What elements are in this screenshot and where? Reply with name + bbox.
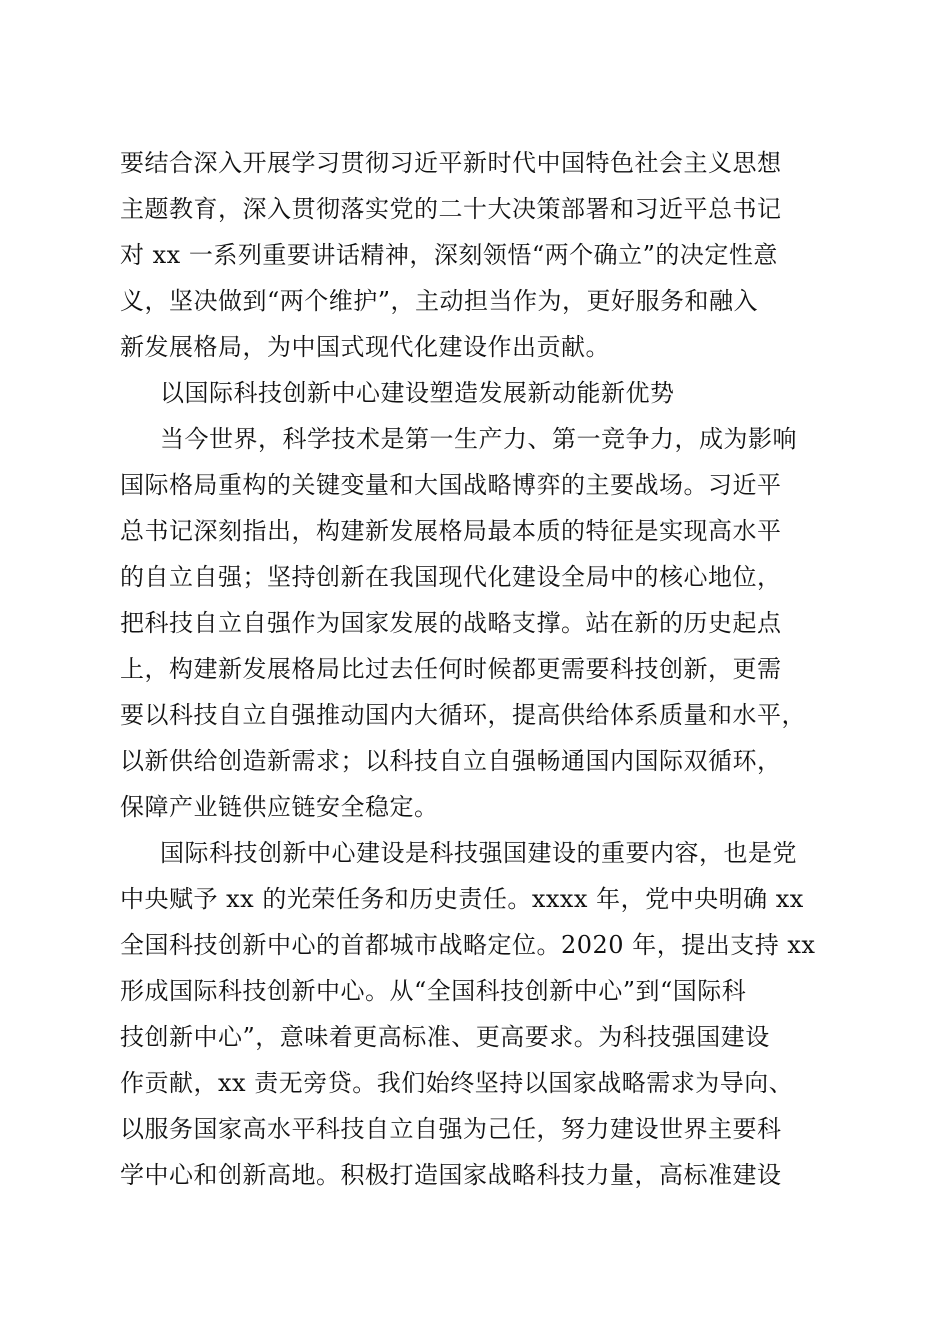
paragraph-2-line-9: 保障产业链供应链安全稳定。	[120, 793, 439, 821]
paragraph-3-line-4: 形成国际科技创新中心。从“全国科技创新中心”到“国际科	[120, 977, 747, 1005]
paragraph-2-line-1: 当今世界，科学技术是第一生产力、第一竞争力，成为影响	[160, 425, 797, 453]
paragraph-3-line-6: 作贡献，xx 责无旁贷。我们始终坚持以国家战略需求为导向、	[120, 1069, 794, 1097]
paragraph-1-line-3: 对 xx 一系列重要讲话精神，深刻领悟“两个确立”的决定性意	[120, 241, 778, 269]
paragraph-2-line-5: 把科技自立自强作为国家发展的战略支撑。站在新的历史起点	[120, 609, 782, 637]
section-heading: 以国际科技创新中心建设塑造发展新动能新优势	[160, 379, 675, 407]
paragraph-2-line-2: 国际格局重构的关键变量和大国战略博弈的主要战场。习近平	[120, 471, 782, 499]
paragraph-3-line-2: 中央赋予 xx 的光荣任务和历史责任。xxxx 年，党中央明确 xx	[120, 885, 804, 913]
paragraph-2-line-7: 要以科技自立自强推动国内大循环，提高供给体系质量和水平，	[120, 701, 806, 729]
paragraph-2-line-8: 以新供给创造新需求；以科技自立自强畅通国内国际双循环，	[120, 747, 782, 775]
paragraph-1-line-2: 主题教育，深入贯彻落实党的二十大决策部署和习近平总书记	[120, 195, 782, 223]
paragraph-1-line-1: 要结合深入开展学习贯彻习近平新时代中国特色社会主义思想	[120, 149, 782, 177]
paragraph-2-line-3: 总书记深刻指出，构建新发展格局最本质的特征是实现高水平	[120, 517, 782, 545]
paragraph-3-line-1: 国际科技创新中心建设是科技强国建设的重要内容，也是党	[160, 839, 797, 867]
paragraph-3-line-5: 技创新中心”，意味着更高标准、更高要求。为科技强国建设	[120, 1023, 770, 1051]
paragraph-2-line-4: 的自立自强；坚持创新在我国现代化建设全局中的核心地位，	[120, 563, 782, 591]
paragraph-3-line-8: 学中心和创新高地。积极打造国家战略科技力量，高标准建设	[120, 1161, 782, 1189]
paragraph-1-line-5: 新发展格局，为中国式现代化建设作出贡献。	[120, 333, 610, 361]
paragraph-2-line-6: 上，构建新发展格局比过去任何时候都更需要科技创新，更需	[120, 655, 782, 683]
paragraph-1-line-4: 义，坚决做到“两个维护”，主动担当作为，更好服务和融入	[120, 287, 759, 315]
paragraph-3-line-7: 以服务国家高水平科技自立自强为己任，努力建设世界主要科	[120, 1115, 782, 1143]
paragraph-3-line-3: 全国科技创新中心的首都城市战略定位。2020 年，提出支持 xx	[120, 931, 816, 959]
